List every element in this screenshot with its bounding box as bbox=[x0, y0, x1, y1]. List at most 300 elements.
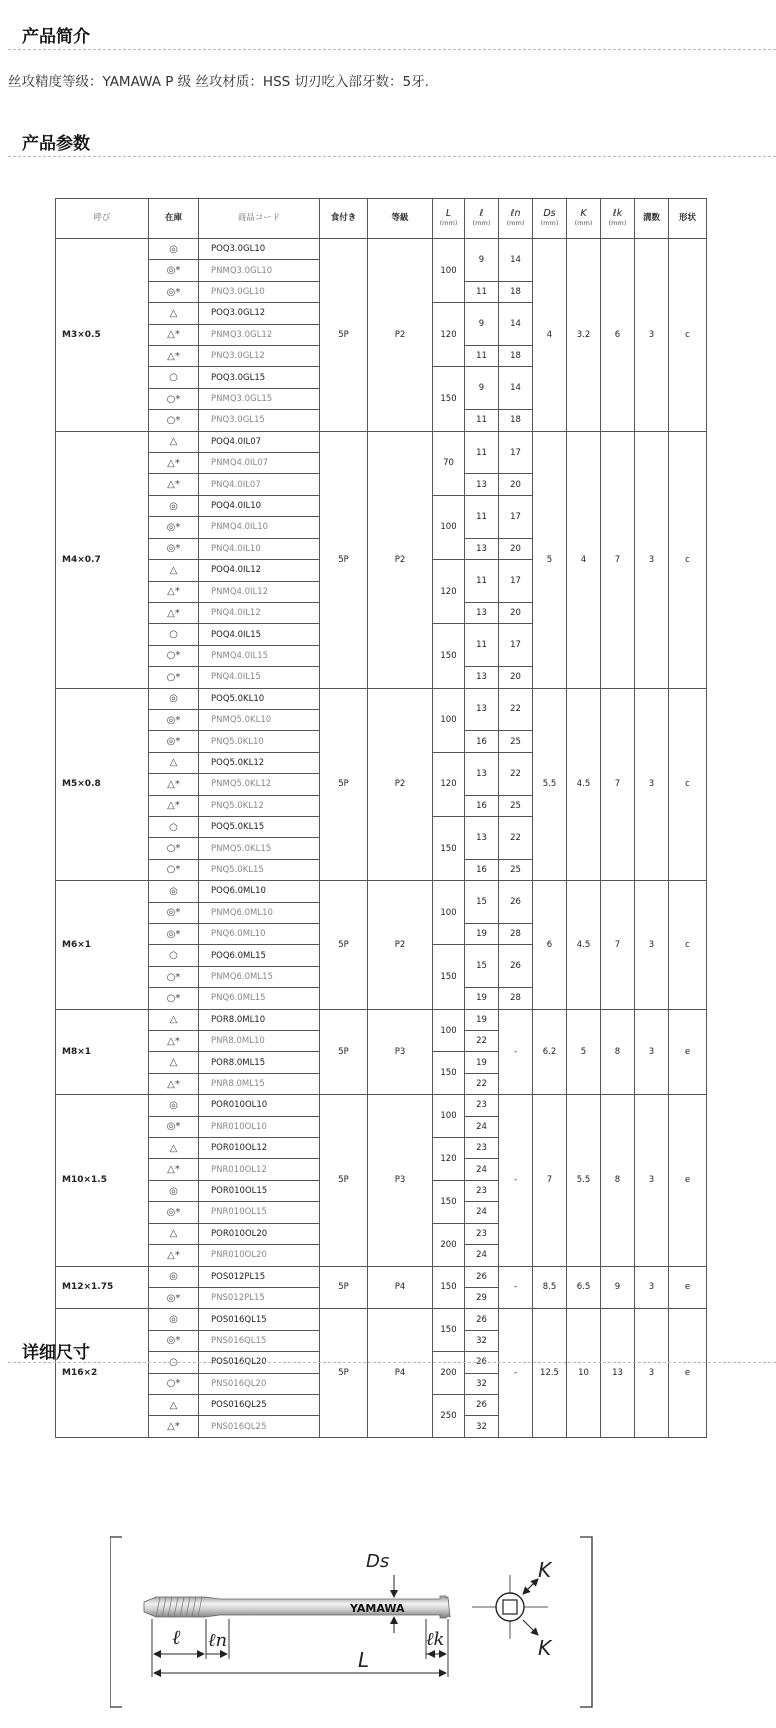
length-L-cell: 100 bbox=[433, 495, 465, 559]
header-size: 呼び bbox=[56, 199, 149, 239]
size-cell: M12×1.75 bbox=[56, 1266, 149, 1309]
chamfer-cell: 5P bbox=[320, 1095, 368, 1266]
k-cell: 4 bbox=[567, 431, 601, 688]
length-ln-cell: 25 bbox=[499, 859, 533, 880]
product-code-cell: PNQ4.0IL12 bbox=[199, 602, 320, 623]
product-code-cell: PNMQ3.0GL15 bbox=[199, 388, 320, 409]
product-code-cell: POQ4.0IL15 bbox=[199, 624, 320, 645]
stock-cell: ◎* bbox=[149, 902, 199, 923]
stock-cell: ○ bbox=[149, 367, 199, 388]
flutes-cell: 3 bbox=[635, 1095, 669, 1266]
intro-text: 丝攻精度等级：YAMAWA P 级 丝攻材质：HSS 切刃吃入部牙数：5牙. bbox=[8, 74, 429, 90]
ds-cell: 8.5 bbox=[533, 1266, 567, 1309]
product-code-cell: POQ5.0KL15 bbox=[199, 816, 320, 837]
stock-cell: ◎* bbox=[149, 517, 199, 538]
size-cell: M3×0.5 bbox=[56, 239, 149, 432]
length-L-cell: 200 bbox=[433, 1223, 465, 1266]
product-code-cell: POR010OL12 bbox=[199, 1138, 320, 1159]
length-L-cell: 150 bbox=[433, 1266, 465, 1309]
stock-cell: ◎* bbox=[149, 1287, 199, 1308]
stock-cell: △ bbox=[149, 1223, 199, 1244]
length-ln-cell: 22 bbox=[499, 752, 533, 795]
length-l-cell: 11 bbox=[465, 495, 499, 538]
product-code-cell: PNMQ5.0KL12 bbox=[199, 774, 320, 795]
stock-cell: ○ bbox=[149, 624, 199, 645]
length-ln-cell: 22 bbox=[499, 688, 533, 731]
product-code-cell: PNMQ4.0IL07 bbox=[199, 453, 320, 474]
product-code-cell: POQ5.0KL12 bbox=[199, 752, 320, 773]
stock-cell: ○* bbox=[149, 838, 199, 859]
product-code-cell: PNR010OL20 bbox=[199, 1245, 320, 1266]
stock-cell: △* bbox=[149, 1031, 199, 1052]
length-l-cell: 16 bbox=[465, 859, 499, 880]
length-ln-cell: 25 bbox=[499, 731, 533, 752]
length-L-cell: 150 bbox=[433, 816, 465, 880]
length-l-cell: 11 bbox=[465, 281, 499, 302]
chamfer-cell: 5P bbox=[320, 239, 368, 432]
length-ln-cell: - bbox=[499, 1009, 533, 1095]
length-l-cell: 24 bbox=[465, 1116, 499, 1137]
product-code-cell: PNMQ3.0GL12 bbox=[199, 324, 320, 345]
length-l-cell: 9 bbox=[465, 239, 499, 282]
length-L-cell: 100 bbox=[433, 239, 465, 303]
length-L-cell: 100 bbox=[433, 1009, 465, 1052]
right-bracket bbox=[580, 1537, 592, 1707]
length-l-cell: 19 bbox=[465, 1009, 499, 1030]
length-ln-cell: 28 bbox=[499, 924, 533, 945]
detail-title: 详细尺寸 bbox=[22, 1343, 90, 1363]
length-ln-cell: 18 bbox=[499, 410, 533, 431]
shape-cell: e bbox=[669, 1009, 707, 1095]
product-code-cell: PNQ4.0IL10 bbox=[199, 538, 320, 559]
stock-cell: ◎* bbox=[149, 1202, 199, 1223]
stock-cell: ○* bbox=[149, 859, 199, 880]
length-L-cell: 120 bbox=[433, 1138, 465, 1181]
length-l-cell: 24 bbox=[465, 1202, 499, 1223]
length-ln-cell: 25 bbox=[499, 795, 533, 816]
stock-cell: ○ bbox=[149, 945, 199, 966]
stock-cell: △* bbox=[149, 1416, 199, 1438]
header-flutes: 溝数 bbox=[635, 199, 669, 239]
length-l-cell: 26 bbox=[465, 1394, 499, 1415]
stock-cell: △* bbox=[149, 474, 199, 495]
length-l-cell: 29 bbox=[465, 1287, 499, 1308]
lk-cell: 9 bbox=[601, 1266, 635, 1309]
product-code-cell: PNMQ5.0KL10 bbox=[199, 709, 320, 730]
brand-label: YAMAWA bbox=[350, 1602, 405, 1615]
header-k: K (mm) bbox=[567, 199, 601, 239]
length-l-cell: 22 bbox=[465, 1073, 499, 1094]
length-l-cell: 13 bbox=[465, 816, 499, 859]
length-l-cell: 11 bbox=[465, 431, 499, 474]
product-code-cell: POQ4.0IL07 bbox=[199, 431, 320, 452]
length-L-cell: 150 bbox=[433, 945, 465, 1009]
stock-cell: ◎ bbox=[149, 881, 199, 902]
stock-cell: ○* bbox=[149, 410, 199, 431]
stock-cell: △* bbox=[149, 346, 199, 367]
length-ln-cell: 22 bbox=[499, 816, 533, 859]
stock-cell: ◎ bbox=[149, 239, 199, 260]
product-code-cell: PNQ3.0GL10 bbox=[199, 281, 320, 302]
length-ln-cell: 14 bbox=[499, 367, 533, 410]
stock-cell: △ bbox=[149, 560, 199, 581]
k-cell: 5 bbox=[567, 1009, 601, 1095]
ds-cell: 6.2 bbox=[533, 1009, 567, 1095]
product-code-cell: POQ6.0ML10 bbox=[199, 881, 320, 902]
product-code-cell: PNQ5.0KL12 bbox=[199, 795, 320, 816]
length-L-cell: 120 bbox=[433, 560, 465, 624]
length-l-cell: 32 bbox=[465, 1330, 499, 1351]
length-ln-cell: - bbox=[499, 1095, 533, 1266]
header-chamfer: 食付き bbox=[320, 199, 368, 239]
length-l-cell: 24 bbox=[465, 1245, 499, 1266]
stock-cell: ◎* bbox=[149, 709, 199, 730]
length-l-cell: 15 bbox=[465, 881, 499, 924]
length-ln-cell: 20 bbox=[499, 602, 533, 623]
product-code-cell: PNR010OL12 bbox=[199, 1159, 320, 1180]
chamfer-cell: 5P bbox=[320, 1309, 368, 1438]
product-code-cell: POQ6.0ML15 bbox=[199, 945, 320, 966]
lk-cell: 8 bbox=[601, 1009, 635, 1095]
lk-cell: 13 bbox=[601, 1309, 635, 1438]
product-code-cell: PNQ5.0KL10 bbox=[199, 731, 320, 752]
length-l-cell: 16 bbox=[465, 731, 499, 752]
ds-cell: 5 bbox=[533, 431, 567, 688]
header-shape: 形状 bbox=[669, 199, 707, 239]
length-L-cell: 250 bbox=[433, 1394, 465, 1437]
length-l-cell: 19 bbox=[465, 1052, 499, 1073]
length-L-cell: 120 bbox=[433, 303, 465, 367]
length-L-cell: 100 bbox=[433, 1095, 465, 1138]
length-l-cell: 13 bbox=[465, 688, 499, 731]
length-l-cell: 23 bbox=[465, 1223, 499, 1244]
length-L-cell: 150 bbox=[433, 624, 465, 688]
length-ln-cell: 20 bbox=[499, 538, 533, 559]
header-class: 等級 bbox=[368, 199, 433, 239]
length-ln-cell: 18 bbox=[499, 346, 533, 367]
length-l-cell: 26 bbox=[465, 1309, 499, 1330]
product-code-cell: POQ3.0GL15 bbox=[199, 367, 320, 388]
stock-cell: ◎* bbox=[149, 538, 199, 559]
header-l: ℓ (mm) bbox=[465, 199, 499, 239]
product-code-cell: PNQ4.0IL07 bbox=[199, 474, 320, 495]
stock-cell: ◎ bbox=[149, 1266, 199, 1287]
chamfer-cell: 5P bbox=[320, 1266, 368, 1309]
stock-cell: ◎* bbox=[149, 924, 199, 945]
product-code-cell: POS012PL15 bbox=[199, 1266, 320, 1287]
class-cell: P2 bbox=[368, 239, 433, 432]
size-cell: M16×2 bbox=[56, 1309, 149, 1438]
lk-label: ℓk bbox=[426, 1629, 445, 1650]
product-code-cell: PNS012PL15 bbox=[199, 1287, 320, 1308]
product-code-cell: PNQ6.0ML10 bbox=[199, 924, 320, 945]
product-code-cell: PNR010OL15 bbox=[199, 1202, 320, 1223]
table-row bbox=[56, 688, 707, 709]
k-cell: 10 bbox=[567, 1309, 601, 1438]
header-lk: ℓk (mm) bbox=[601, 199, 635, 239]
stock-cell: ◎ bbox=[149, 688, 199, 709]
length-l-cell: 13 bbox=[465, 474, 499, 495]
header-ln: ℓn (mm) bbox=[499, 199, 533, 239]
shape-cell: c bbox=[669, 431, 707, 688]
length-l-cell: 19 bbox=[465, 924, 499, 945]
length-ln-cell: 14 bbox=[499, 303, 533, 346]
lk-cell: 7 bbox=[601, 431, 635, 688]
k-cell: 4.5 bbox=[567, 688, 601, 881]
ln-label: ℓn bbox=[208, 1630, 228, 1651]
product-code-cell: PNQ5.0KL15 bbox=[199, 859, 320, 880]
stock-cell: △* bbox=[149, 1073, 199, 1094]
divider bbox=[8, 1362, 776, 1363]
product-code-cell: PNR010OL10 bbox=[199, 1116, 320, 1137]
ds-cell: 4 bbox=[533, 239, 567, 432]
stock-cell: ○ bbox=[149, 1352, 199, 1373]
product-code-cell: PNS016QL25 bbox=[199, 1416, 320, 1438]
size-cell: M8×1 bbox=[56, 1009, 149, 1095]
dimension-diagram bbox=[110, 1527, 650, 1717]
stock-cell: △* bbox=[149, 602, 199, 623]
lk-cell: 6 bbox=[601, 239, 635, 432]
product-code-cell: POR010OL20 bbox=[199, 1223, 320, 1244]
length-l-cell: 11 bbox=[465, 624, 499, 667]
stock-cell: ◎ bbox=[149, 1095, 199, 1116]
table-row bbox=[56, 881, 707, 902]
product-code-cell: POR010OL10 bbox=[199, 1095, 320, 1116]
stock-cell: △* bbox=[149, 1245, 199, 1266]
product-code-cell: PNS016QL15 bbox=[199, 1330, 320, 1351]
ds-cell: 6 bbox=[533, 881, 567, 1009]
length-L-cell: 200 bbox=[433, 1352, 465, 1395]
length-L-cell: 150 bbox=[433, 367, 465, 431]
length-l-cell: 26 bbox=[465, 1266, 499, 1287]
table-row bbox=[56, 1009, 707, 1030]
length-l-cell: 24 bbox=[465, 1159, 499, 1180]
length-L-cell: 120 bbox=[433, 752, 465, 816]
class-cell: P2 bbox=[368, 688, 433, 881]
ds-cell: 5.5 bbox=[533, 688, 567, 881]
stock-cell: ◎ bbox=[149, 1180, 199, 1201]
length-l-cell: 9 bbox=[465, 367, 499, 410]
stock-cell: △* bbox=[149, 1159, 199, 1180]
chamfer-cell: 5P bbox=[320, 881, 368, 1009]
k-cell: 5.5 bbox=[567, 1095, 601, 1266]
length-L-cell: 150 bbox=[433, 1052, 465, 1095]
class-cell: P4 bbox=[368, 1266, 433, 1309]
k-cell: 4.5 bbox=[567, 881, 601, 1009]
tap-body bbox=[144, 1596, 450, 1618]
size-cell: M10×1.5 bbox=[56, 1095, 149, 1266]
shape-cell: c bbox=[669, 688, 707, 881]
params-title: 产品参数 bbox=[22, 134, 90, 154]
stock-cell: △* bbox=[149, 774, 199, 795]
shape-cell: c bbox=[669, 239, 707, 432]
flutes-cell: 3 bbox=[635, 881, 669, 1009]
product-code-cell: PNMQ5.0KL15 bbox=[199, 838, 320, 859]
l-label: ℓ bbox=[172, 1625, 181, 1649]
length-l-cell: 15 bbox=[465, 945, 499, 988]
chamfer-cell: 5P bbox=[320, 688, 368, 881]
header-code: 商品コード bbox=[199, 199, 320, 239]
stock-cell: △ bbox=[149, 1052, 199, 1073]
table-row bbox=[56, 431, 707, 452]
table-header-row bbox=[56, 199, 707, 239]
product-code-cell: PNMQ4.0IL10 bbox=[199, 517, 320, 538]
length-l-cell: 32 bbox=[465, 1416, 499, 1438]
product-code-cell: PNQ3.0GL15 bbox=[199, 410, 320, 431]
left-bracket bbox=[110, 1537, 122, 1707]
divider bbox=[8, 49, 776, 50]
table-row bbox=[56, 1309, 707, 1330]
class-cell: P3 bbox=[368, 1009, 433, 1095]
spec-table bbox=[55, 198, 707, 1438]
product-code-cell: POR8.0ML10 bbox=[199, 1009, 320, 1030]
stock-cell: △* bbox=[149, 324, 199, 345]
flutes-cell: 3 bbox=[635, 239, 669, 432]
shape-cell: e bbox=[669, 1266, 707, 1309]
product-code-cell: POQ4.0IL10 bbox=[199, 495, 320, 516]
length-ln-cell: 26 bbox=[499, 881, 533, 924]
end-view bbox=[472, 1575, 548, 1639]
class-cell: P3 bbox=[368, 1095, 433, 1266]
product-code-cell: POQ3.0GL12 bbox=[199, 303, 320, 324]
length-l-cell: 13 bbox=[465, 602, 499, 623]
length-l-cell: 23 bbox=[465, 1180, 499, 1201]
stock-cell: △ bbox=[149, 303, 199, 324]
product-code-cell: POR010OL15 bbox=[199, 1180, 320, 1201]
intro-title: 产品简介 bbox=[22, 27, 90, 47]
length-l-cell: 11 bbox=[465, 560, 499, 603]
length-L-cell: 100 bbox=[433, 688, 465, 752]
length-l-cell: 22 bbox=[465, 1031, 499, 1052]
length-ln-cell: 28 bbox=[499, 988, 533, 1009]
stock-cell: △* bbox=[149, 795, 199, 816]
product-code-cell: PNMQ6.0ML10 bbox=[199, 902, 320, 923]
chamfer-cell: 5P bbox=[320, 431, 368, 688]
product-code-cell: PNMQ4.0IL15 bbox=[199, 645, 320, 666]
product-code-cell: PNMQ4.0IL12 bbox=[199, 581, 320, 602]
flutes-cell: 3 bbox=[635, 1266, 669, 1309]
shape-cell: e bbox=[669, 1095, 707, 1266]
lk-cell: 7 bbox=[601, 688, 635, 881]
table-row bbox=[56, 239, 707, 260]
length-ln-cell: - bbox=[499, 1266, 533, 1309]
lk-cell: 7 bbox=[601, 881, 635, 1009]
product-code-cell: PNR8.0ML10 bbox=[199, 1031, 320, 1052]
shape-cell: c bbox=[669, 881, 707, 1009]
stock-cell: ◎* bbox=[149, 281, 199, 302]
L-label: L bbox=[358, 1648, 370, 1672]
length-ln-cell: 18 bbox=[499, 281, 533, 302]
product-code-cell: POQ5.0KL10 bbox=[199, 688, 320, 709]
stock-cell: △ bbox=[149, 431, 199, 452]
length-l-cell: 13 bbox=[465, 667, 499, 688]
k-cell: 6.5 bbox=[567, 1266, 601, 1309]
length-ln-cell: 20 bbox=[499, 667, 533, 688]
stock-cell: ○* bbox=[149, 988, 199, 1009]
stock-cell: ◎ bbox=[149, 495, 199, 516]
stock-cell: ○* bbox=[149, 667, 199, 688]
product-code-cell: POS016QL15 bbox=[199, 1309, 320, 1330]
length-ln-cell: 17 bbox=[499, 431, 533, 474]
product-code-cell: PNS016QL20 bbox=[199, 1373, 320, 1394]
length-l-cell: 19 bbox=[465, 988, 499, 1009]
table-row bbox=[56, 1095, 707, 1116]
stock-cell: ◎* bbox=[149, 1116, 199, 1137]
product-code-cell: PNMQ6.0ML15 bbox=[199, 966, 320, 987]
length-l-cell: 13 bbox=[465, 752, 499, 795]
length-ln-cell: - bbox=[499, 1309, 533, 1438]
header-L: L (mm) bbox=[433, 199, 465, 239]
length-L-cell: 100 bbox=[433, 881, 465, 945]
length-l-cell: 23 bbox=[465, 1095, 499, 1116]
table-row bbox=[56, 1266, 707, 1287]
length-l-cell: 11 bbox=[465, 410, 499, 431]
lk-cell: 8 bbox=[601, 1095, 635, 1266]
length-ln-cell: 26 bbox=[499, 945, 533, 988]
shape-cell: e bbox=[669, 1309, 707, 1438]
stock-cell: ○ bbox=[149, 816, 199, 837]
ds-label: Ds bbox=[366, 1551, 390, 1572]
length-l-cell: 26 bbox=[465, 1352, 499, 1373]
product-code-cell: PNMQ3.0GL10 bbox=[199, 260, 320, 281]
table-body bbox=[56, 239, 707, 1438]
chamfer-cell: 5P bbox=[320, 1009, 368, 1095]
class-cell: P4 bbox=[368, 1309, 433, 1438]
product-code-cell: POS016QL20 bbox=[199, 1352, 320, 1373]
flutes-cell: 3 bbox=[635, 1309, 669, 1438]
k-label-top: K bbox=[538, 1558, 552, 1582]
stock-cell: ○* bbox=[149, 1373, 199, 1394]
stock-cell: △ bbox=[149, 1009, 199, 1030]
length-l-cell: 9 bbox=[465, 303, 499, 346]
length-l-cell: 11 bbox=[465, 346, 499, 367]
stock-cell: △ bbox=[149, 1394, 199, 1415]
length-L-cell: 150 bbox=[433, 1309, 465, 1352]
length-ln-cell: 17 bbox=[499, 624, 533, 667]
product-code-cell: PNQ3.0GL12 bbox=[199, 346, 320, 367]
flutes-cell: 3 bbox=[635, 688, 669, 881]
k-label-bottom: K bbox=[538, 1636, 552, 1660]
stock-cell: △* bbox=[149, 453, 199, 474]
product-code-cell: PNQ4.0IL15 bbox=[199, 667, 320, 688]
product-code-cell: PNQ6.0ML15 bbox=[199, 988, 320, 1009]
flutes-cell: 3 bbox=[635, 1009, 669, 1095]
class-cell: P2 bbox=[368, 431, 433, 688]
length-L-cell: 150 bbox=[433, 1180, 465, 1223]
stock-cell: ◎* bbox=[149, 260, 199, 281]
length-l-cell: 13 bbox=[465, 538, 499, 559]
flutes-cell: 3 bbox=[635, 431, 669, 688]
product-code-cell: POQ4.0IL12 bbox=[199, 560, 320, 581]
product-code-cell: PNR8.0ML15 bbox=[199, 1073, 320, 1094]
stock-cell: ◎* bbox=[149, 1330, 199, 1351]
ds-cell: 7 bbox=[533, 1095, 567, 1266]
class-cell: P2 bbox=[368, 881, 433, 1009]
length-ln-cell: 14 bbox=[499, 239, 533, 282]
stock-cell: △* bbox=[149, 581, 199, 602]
length-ln-cell: 17 bbox=[499, 495, 533, 538]
k-cell: 3.2 bbox=[567, 239, 601, 432]
length-ln-cell: 20 bbox=[499, 474, 533, 495]
length-L-cell: 70 bbox=[433, 431, 465, 495]
tap-drawing bbox=[110, 1527, 650, 1717]
stock-cell: ○* bbox=[149, 645, 199, 666]
stock-cell: △ bbox=[149, 1138, 199, 1159]
stock-cell: ◎ bbox=[149, 1309, 199, 1330]
product-code-cell: POR8.0ML15 bbox=[199, 1052, 320, 1073]
size-cell: M6×1 bbox=[56, 881, 149, 1009]
size-cell: M4×0.7 bbox=[56, 431, 149, 688]
